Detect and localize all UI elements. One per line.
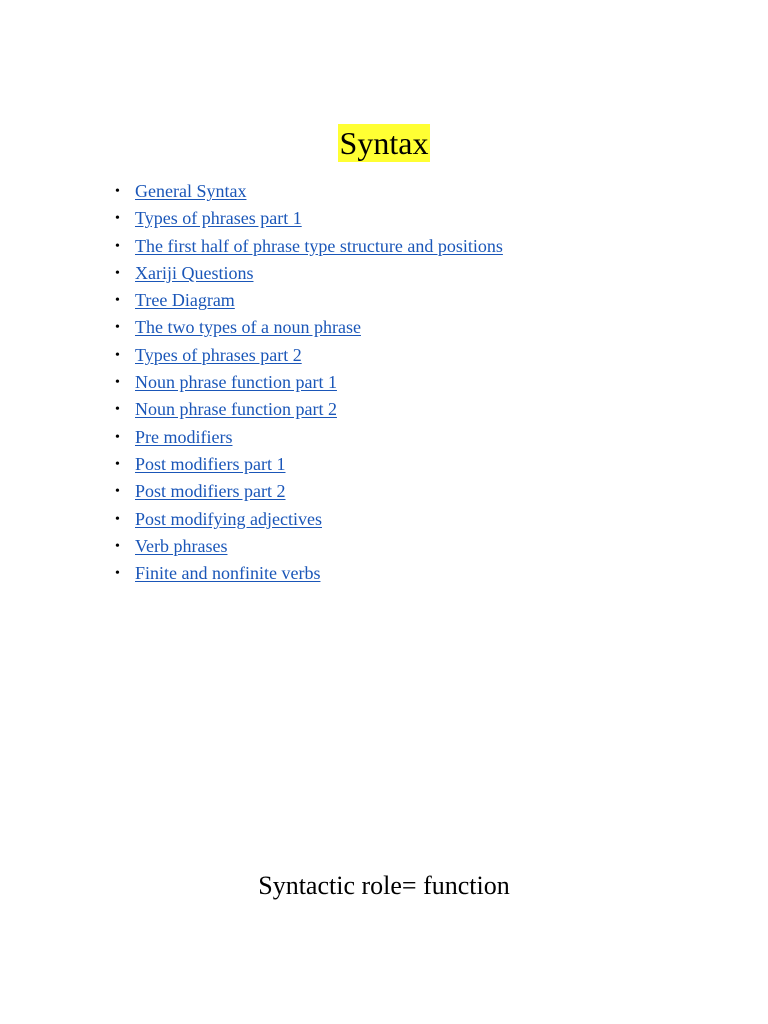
bullet-icon: • (115, 211, 120, 227)
toc-item (115, 533, 503, 560)
page-title: Syntax (339, 125, 429, 161)
bullet-icon: • (115, 347, 120, 363)
toc-link[interactable]: Pre modifiers (135, 426, 233, 447)
toc-item (115, 424, 503, 451)
bullet-icon: • (115, 293, 120, 309)
bullet-icon: • (115, 402, 120, 418)
toc-item (115, 205, 503, 232)
bullet-icon: • (115, 538, 120, 554)
toc-link[interactable]: Post modifying adjectives (135, 508, 322, 529)
toc-link[interactable]: Finite and nonfinite verbs (135, 563, 321, 584)
toc-link[interactable]: Types of phrases part 2 (135, 344, 302, 365)
toc-item (115, 233, 503, 260)
bullet-icon: • (115, 265, 120, 281)
section-heading: Syntactic role= function (258, 871, 510, 900)
toc-item (115, 560, 503, 587)
bullet-icon: • (115, 184, 120, 199)
bullet-icon: • (115, 456, 120, 472)
bullet-icon: • (115, 375, 120, 391)
toc-item (115, 451, 503, 478)
toc-item (115, 287, 503, 314)
bullet-icon: • (115, 320, 120, 336)
toc-link[interactable]: Verb phrases (135, 535, 228, 556)
toc-link[interactable]: Xariji Questions (135, 262, 254, 283)
title-container (0, 124, 768, 162)
toc-link[interactable]: Types of phrases part 1 (135, 208, 302, 229)
bullet-icon: • (115, 429, 120, 445)
toc-item (115, 314, 503, 341)
toc-link[interactable]: The first half of phrase type structure and positions (135, 235, 503, 256)
toc-item (115, 506, 503, 533)
toc-link[interactable]: The two types of a noun phrase (135, 317, 361, 338)
bullet-icon: • (115, 511, 120, 527)
toc-link[interactable]: Tree Diagram (135, 290, 235, 311)
toc-item (115, 369, 503, 396)
table-of-contents (0, 178, 503, 587)
toc-link[interactable]: General Syntax (135, 181, 247, 201)
toc-item (115, 396, 503, 423)
toc-link[interactable]: Post modifiers part 1 (135, 453, 286, 474)
toc-link[interactable]: Post modifiers part 2 (135, 481, 286, 502)
toc-link[interactable]: Noun phrase function part 2 (135, 399, 337, 420)
toc-link[interactable]: Noun phrase function part 1 (135, 372, 337, 393)
bullet-icon: • (115, 238, 120, 254)
toc-item (115, 260, 503, 287)
toc-item (115, 342, 503, 369)
bullet-icon: • (115, 566, 120, 582)
toc-item (115, 178, 503, 205)
toc-item (115, 478, 503, 505)
bullet-icon: • (115, 484, 120, 500)
